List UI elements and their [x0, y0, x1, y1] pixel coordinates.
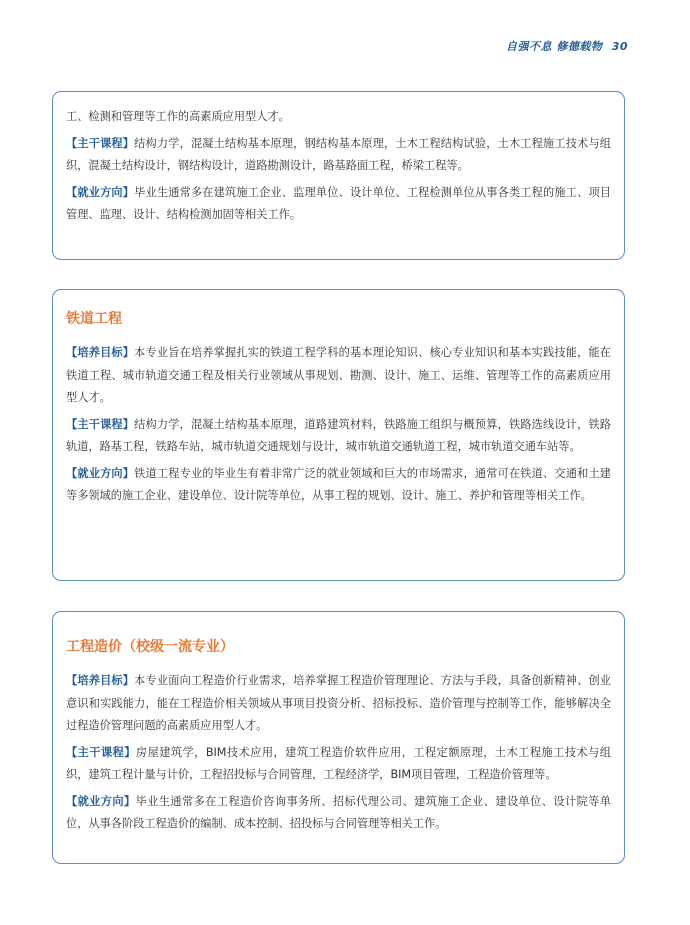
- paragraph-employment: [66, 463, 611, 508]
- page-number: 30: [611, 40, 628, 53]
- tag-training-goal: 【培养目标】: [66, 346, 135, 359]
- tag-core-courses: 【主干课程】: [66, 136, 135, 150]
- paragraph-text: 结构力学，混凝土结构基本原理，道路建筑材料，铁路施工组织与概预算，铁路选线设计，铁路轨道，路基工程，铁路车站，城市轨道交通规划与设计，城市轨道交通轨道工程，城市轨道交通车站等。: [66, 417, 611, 453]
- card-railway-engineering: [52, 289, 625, 581]
- tag-employment: 【就业方向】: [66, 466, 135, 480]
- paragraph-training-goal: [66, 342, 611, 410]
- tag-training-goal: 【培养目标】: [66, 674, 135, 687]
- paragraph-text: 毕业生通常多在工程造价咨询事务所、招标代理公司、建筑施工企业、建设单位、设计院等单位，从事各阶段工程造价的编制、成本控制、招投标与合同管理等相关工作。: [66, 794, 611, 830]
- paragraph-text: 铁道工程专业的毕业生有着非常广泛的就业领域和巨大的市场需求，通常可在铁道、交通和土建等多领域的施工企业、建设单位、设计院等单位，从事工程的规划、设计、施工、养护和管理等相关工作。: [66, 466, 611, 502]
- paragraph-text: 结构力学，混凝土结构基本原理，钢结构基本原理，土木工程结构试验，土木工程施工技术与组织，混凝土结构设计，钢结构设计，道路勘测设计，路基路面工程，桥梁工程等。: [66, 136, 611, 172]
- tag-employment: 【就业方向】: [66, 794, 136, 808]
- paragraph-core-courses: [66, 133, 611, 178]
- paragraph-text: 毕业生通常多在建筑施工企业、监理单位、设计单位、工程检测单位从事各类工程的施工、项目管理、监理、设计、结构检测加固等相关工作。: [66, 185, 611, 221]
- paragraph-core-courses: [66, 414, 611, 459]
- header-slogan: 自强不息 修德载物: [506, 40, 603, 53]
- card-engineering-cost: [52, 611, 625, 864]
- paragraph-employment: [66, 791, 611, 836]
- paragraph-text: 房屋建筑学，BIM技术应用，建筑工程造价软件应用，工程定额原理，土木工程施工技术与组织，建筑工程计量与计价，工程招投标与合同管理，工程经济学，BIM项目管理，工程造价管理等。: [66, 745, 611, 781]
- major-title: 铁道工程: [66, 311, 122, 327]
- paragraph-training-goal-tail: [66, 106, 611, 129]
- tag-core-courses: 【主干课程】: [66, 745, 136, 759]
- paragraph-text: 本专业旨在培养掌握扎实的铁道工程学科的基本理论知识、核心专业知识和基本实践技能，能在铁道工程、城市轨道交通工程及相关行业领域从事规划、勘测、设计、施工、运维、管理等工作的高素质应用型人才。: [66, 346, 611, 404]
- paragraph-employment: [66, 182, 611, 227]
- paragraph-training-goal: [66, 670, 611, 738]
- tag-core-courses: 【主干课程】: [66, 417, 135, 431]
- major-title: 工程造价（校级一流专业）: [66, 639, 234, 655]
- paragraph-text: 工、检测和管理等工作的高素质应用型人才。: [66, 110, 290, 123]
- page-header: [506, 38, 628, 54]
- tag-employment: 【就业方向】: [66, 185, 135, 199]
- card-civil-engineering-continued: [52, 91, 625, 260]
- paragraph-core-courses: [66, 742, 611, 787]
- paragraph-text: 本专业面向工程造价行业需求，培养掌握工程造价管理理论、方法与手段，具备创新精神、创业意识和实践能力，能在工程造价相关领域从事项目投资分析、招标投标、造价管理与控制等工作，能够解决全过程造价管理问题的高素质应用型人才。: [66, 674, 611, 732]
